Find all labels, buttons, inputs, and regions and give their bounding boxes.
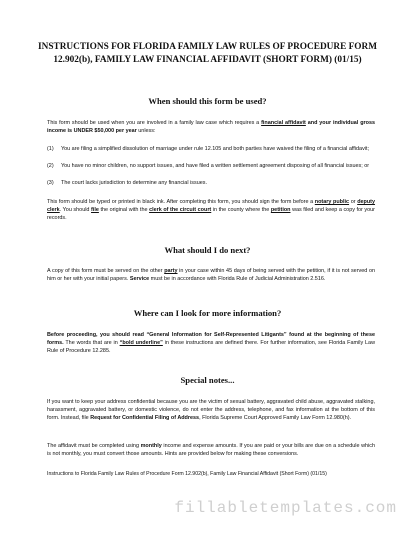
paragraph-monthly-amounts [47,442,375,458]
link-petition[interactable]: petition [270,207,291,214]
service-term: Service [129,276,150,283]
text-span: or [349,199,358,205]
text-span: The affidavit must be completed using [47,443,141,449]
text-span: If you want to keep your address confidential because you are the victim of sexual battery, aggravated child abuse, aggravated stalking, harassment, aggravated battery, or domestic violence, do not enter the address, telephone, and fax information at the bottom of this form. Instead, file [47,399,375,422]
text-span: This form should be typed or printed in black ink. After completing this form, you should sign the form before a [47,199,315,205]
text-span: The words that are in [63,340,120,347]
monthly-term: monthly [140,443,162,449]
link-financial-affidavit[interactable]: financial affidavit [261,120,306,126]
link-deputy-clerk[interactable]: deputy clerk [47,199,376,214]
page-footer: Instructions to Florida Family Law Rules of Procedure Form 12.902(b), Family Law Financial Affidavit (Short Form) (01/15) [47,471,327,477]
paragraph-when-intro [47,119,375,135]
paragraph-what-next [47,267,375,283]
income-condition: and your individual gross income is UNDER $50,000 per year [47,120,375,135]
paragraph-confidential-address [47,398,375,423]
list-item [47,145,375,153]
list-item-number: (2) [47,163,54,169]
link-notary-public[interactable]: notary public [314,199,350,205]
heading-when-used: When should this form be used? [148,96,267,106]
heading-what-next: What should I do next? [164,245,251,255]
list-item-number: (1) [47,146,54,152]
paragraph-how-to-file [47,198,375,223]
heading-special-notes: Special notes... [180,375,235,385]
text-span: This form should be used when you are involved in a family law case which requires a [47,120,262,126]
text-span: in your case within 45 days of being served with the petition, if it is not served on him or her with your initial papers. [47,268,375,283]
paragraph-more-info [47,331,375,356]
list-item-text: You have no minor children, no support issues, and have filed a written settlement agreement disposing of all financial issues; or [61,163,370,169]
watermark: fillabletemplates.com [174,499,397,517]
text-span: unless: [136,128,156,135]
list-item-number: (3) [47,180,54,186]
list-item-text: The court lacks jurisdiction to determine any financial issues. [61,180,207,186]
heading-more-info: Where can I look for more information? [133,308,282,318]
text-span: in the county where the [211,207,271,214]
list-item [47,179,375,187]
title-line-1: INSTRUCTIONS FOR FLORIDA FAMILY LAW RULES OF PROCEDURE FORM [37,42,378,52]
page-title [34,41,381,67]
read-general-info: Before proceeding, you should read “General Information for Self-Represented Litigants” found at the beginning of these forms. [47,332,375,347]
list-item [47,162,375,170]
link-clerk-circuit-court[interactable]: clerk of the circuit court [149,207,212,214]
title-line-2: 12.902(b), FAMILY LAW FINANCIAL AFFIDAVIT (SHORT FORM) (01/15) [53,55,362,65]
request-confidential-filing: Request for Confidential Filing of Address [90,415,200,422]
text-span: in these instructions are defined there. For further information, see Florida Family Law Rule of Procedure 12.285. [47,340,375,355]
text-span: , Florida Supreme Court Approved Family Law Form 12.980(h). [199,415,352,422]
link-party[interactable]: party [164,268,178,274]
list-item-text: You are filing a simplified dissolution of marriage under rule 12.105 and both parties have waived the filing of a financial affidavit; [61,146,370,152]
text-span: the original with the [98,207,150,214]
text-span: A copy of this form must be served on the other [47,268,165,274]
bold-underline-term: “bold underline” [119,340,163,347]
link-file[interactable]: file [91,207,99,214]
text-span: was filed and keep a copy for your records. [47,207,375,222]
text-span: income and expense amounts. If you are paid or your bills are due on a schedule which is not monthly, you must convert those amounts. Hints are provided below for making these conversions. [47,443,375,458]
text-span: . You should [59,207,92,214]
text-span: must be in accordance with Florida Rule of Judicial Administration 2.516. [149,276,326,283]
